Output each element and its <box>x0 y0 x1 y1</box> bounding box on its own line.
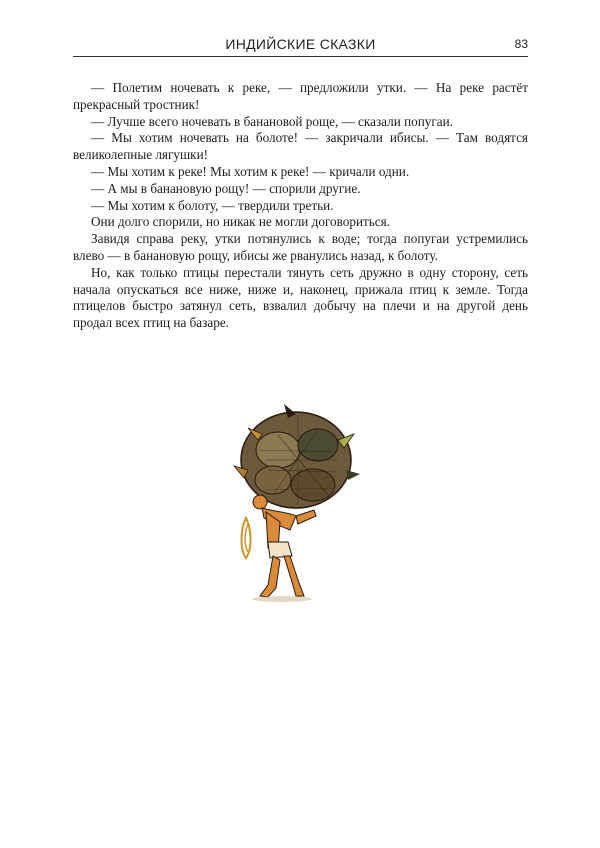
bird-bundle <box>234 404 360 508</box>
paragraph: — Полетим ночевать к реке, — предложили утки. — На реке растёт прекрасный тростник! <box>73 80 528 112</box>
paragraph: — Мы хотим к реке! Мы хотим к реке! — кричали одни. <box>91 163 410 179</box>
paragraph: Они долго спорили, но никак не могли договориться. <box>91 214 391 230</box>
bird-catcher-illustration <box>218 400 368 610</box>
header-rule <box>73 56 528 57</box>
paragraph: — Мы хотим к болоту, — твердили третьи. <box>91 197 334 213</box>
ground-shadow <box>252 596 312 602</box>
story-text <box>73 80 528 332</box>
paragraph: Завидя справа реку, утки потянулись к воде; тогда попугаи устремились влево — в банановую рощу, ибисы же рванулись назад, к болоту. <box>73 231 528 263</box>
page-number: 83 <box>514 37 528 51</box>
page-header <box>73 34 528 58</box>
bird-catcher-figure <box>218 400 368 610</box>
paragraph: — Лучше всего ночевать в банановой роще, — сказали попугаи. <box>91 113 454 129</box>
paragraph: — Мы хотим ночевать на болоте! — закричали ибисы. — Там водятся великолепные лягушки! <box>73 130 528 163</box>
paragraph: — А мы в банановую рощу! — спорили другие. <box>91 180 361 196</box>
running-title: ИНДИЙСКИЕ СКАЗКИ <box>225 36 376 52</box>
bird-catcher-man <box>242 495 317 597</box>
paragraph: Но, как только птицы перестали тянуть сеть дружно в одну сторону, сеть начала опускаться все ниже, ниже и, наконец, прижала птиц к земле. Тогда птицелов быстро затянул сеть, взвалил добычу на плечи и на другой день продал всех птиц на базаре. <box>73 264 528 331</box>
